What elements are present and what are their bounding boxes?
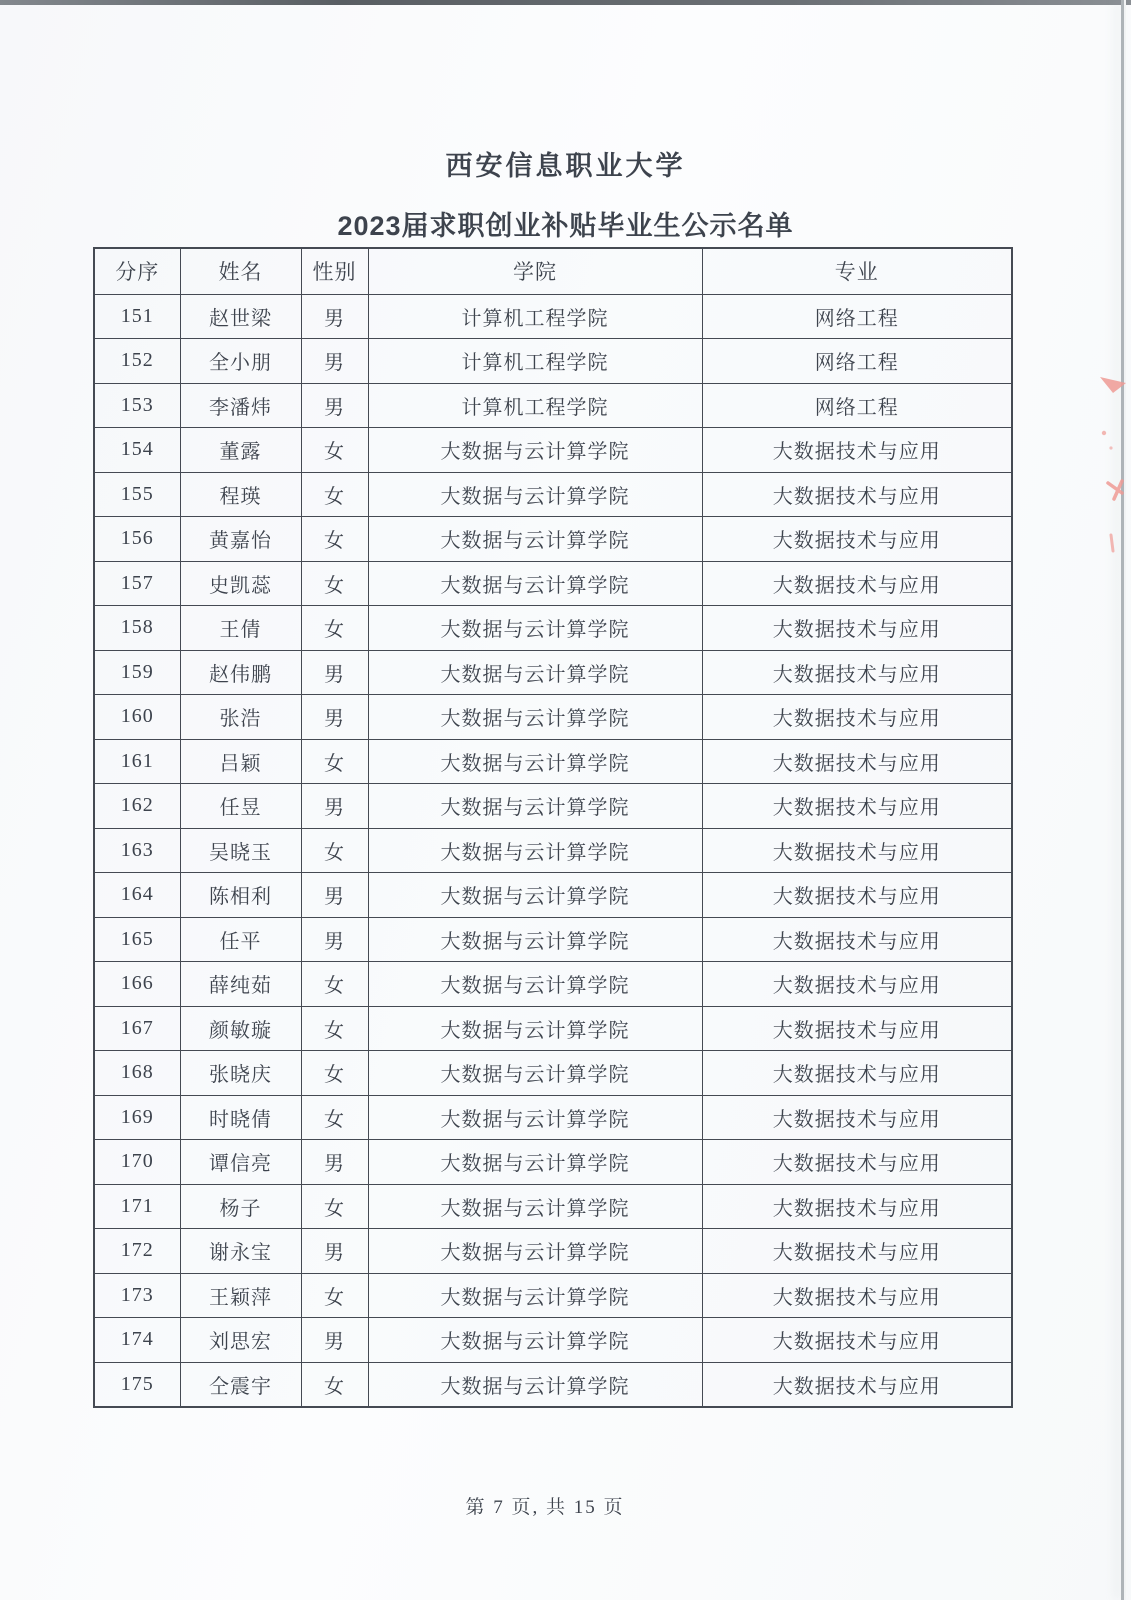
cell-college: 大数据与云计算学院 [368,1006,702,1051]
cell-gender: 女 [301,962,368,1007]
cell-name: 谢永宝 [180,1229,301,1274]
cell-gender: 女 [301,428,368,473]
cell-major: 大数据技术与应用 [702,739,1012,784]
table-row [94,739,1012,784]
cell-college: 大数据与云计算学院 [368,1273,702,1318]
cell-major: 大数据技术与应用 [702,1229,1012,1274]
cell-index: 174 [94,1318,180,1363]
table-row [94,917,1012,962]
cell-gender: 男 [301,695,368,740]
cell-college: 大数据与云计算学院 [368,873,702,918]
table-row [94,962,1012,1007]
cell-major: 网络工程 [702,294,1012,339]
cell-index: 173 [94,1273,180,1318]
cell-college: 大数据与云计算学院 [368,1229,702,1274]
cell-name: 任昱 [180,784,301,829]
cell-name: 谭信亮 [180,1140,301,1185]
cell-college: 大数据与云计算学院 [368,1051,702,1096]
cell-college: 计算机工程学院 [368,294,702,339]
cell-gender: 女 [301,1051,368,1096]
cell-gender: 男 [301,339,368,384]
cell-major: 大数据技术与应用 [702,873,1012,918]
cell-major: 大数据技术与应用 [702,1362,1012,1407]
cell-name: 王倩 [180,606,301,651]
cell-gender: 女 [301,606,368,651]
cell-college: 大数据与云计算学院 [368,1184,702,1229]
scan-top-edge [0,0,1131,5]
cell-college: 大数据与云计算学院 [368,784,702,829]
cell-major: 网络工程 [702,383,1012,428]
cell-name: 吕颖 [180,739,301,784]
cell-gender: 女 [301,1184,368,1229]
cell-index: 160 [94,695,180,740]
cell-index: 169 [94,1095,180,1140]
table-row [94,695,1012,740]
cell-gender: 男 [301,917,368,962]
table-row [94,828,1012,873]
cell-index: 151 [94,294,180,339]
cell-gender: 女 [301,472,368,517]
cell-college: 大数据与云计算学院 [368,1095,702,1140]
roster-table [93,247,1013,1408]
cell-major: 大数据技术与应用 [702,1140,1012,1185]
table-row [94,1006,1012,1051]
doc-title: 西安信息职业大学 [445,151,686,181]
cell-gender: 男 [301,1140,368,1185]
cell-index: 155 [94,472,180,517]
cell-name: 程瑛 [180,472,301,517]
cell-name: 全小朋 [180,339,301,384]
cell-name: 赵世梁 [180,294,301,339]
cell-gender: 女 [301,739,368,784]
header-cell-major: 专业 [702,248,1012,294]
cell-major: 大数据技术与应用 [702,1006,1012,1051]
table-row [94,294,1012,339]
cell-index: 165 [94,917,180,962]
cell-index: 168 [94,1051,180,1096]
cell-name: 刘思宏 [180,1318,301,1363]
cell-name: 黄嘉怡 [180,517,301,562]
cell-major: 大数据技术与应用 [702,606,1012,651]
cell-major: 大数据技术与应用 [702,828,1012,873]
table-row [94,472,1012,517]
cell-major: 大数据技术与应用 [702,1318,1012,1363]
cell-major: 网络工程 [702,339,1012,384]
cell-college: 大数据与云计算学院 [368,1362,702,1407]
cell-index: 158 [94,606,180,651]
cell-major: 大数据技术与应用 [702,561,1012,606]
cell-gender: 女 [301,1362,368,1407]
cell-name: 陈相利 [180,873,301,918]
cell-college: 大数据与云计算学院 [368,517,702,562]
cell-college: 大数据与云计算学院 [368,1140,702,1185]
cell-index: 172 [94,1229,180,1274]
table-row [94,517,1012,562]
table-row [94,383,1012,428]
header-cell-college: 学院 [368,248,702,294]
cell-college: 大数据与云计算学院 [368,739,702,784]
table-row [94,1140,1012,1185]
cell-index: 164 [94,873,180,918]
table-row [94,784,1012,829]
table-row [94,1095,1012,1140]
cell-college: 大数据与云计算学院 [368,1318,702,1363]
table-row [94,1051,1012,1096]
cell-gender: 女 [301,517,368,562]
cell-name: 张晓庆 [180,1051,301,1096]
cell-major: 大数据技术与应用 [702,1273,1012,1318]
cell-college: 大数据与云计算学院 [368,650,702,695]
cell-gender: 男 [301,294,368,339]
cell-college: 计算机工程学院 [368,383,702,428]
cell-name: 仝震宇 [180,1362,301,1407]
cell-gender: 男 [301,1318,368,1363]
cell-major: 大数据技术与应用 [702,650,1012,695]
cell-name: 王颖萍 [180,1273,301,1318]
table-row [94,1229,1012,1274]
cell-name: 董露 [180,428,301,473]
table-row [94,1184,1012,1229]
cell-college: 大数据与云计算学院 [368,606,702,651]
cell-index: 163 [94,828,180,873]
cell-name: 李潘炜 [180,383,301,428]
cell-college: 大数据与云计算学院 [368,962,702,1007]
cell-gender: 女 [301,1273,368,1318]
cell-gender: 女 [301,561,368,606]
header-cell-name: 姓名 [180,248,301,294]
cell-name: 张浩 [180,695,301,740]
table-row [94,1273,1012,1318]
cell-gender: 女 [301,1095,368,1140]
cell-major: 大数据技术与应用 [702,517,1012,562]
cell-college: 大数据与云计算学院 [368,828,702,873]
table-row [94,650,1012,695]
cell-college: 大数据与云计算学院 [368,917,702,962]
doc-subtitle: 2023届求职创业补贴毕业生公示名单 [337,211,794,241]
cell-major: 大数据技术与应用 [702,472,1012,517]
cell-major: 大数据技术与应用 [702,1051,1012,1096]
cell-college: 计算机工程学院 [368,339,702,384]
table-body [94,294,1012,1407]
cell-index: 157 [94,561,180,606]
cell-index: 154 [94,428,180,473]
header-cell-gender: 性别 [301,248,368,294]
cell-name: 薛纯茹 [180,962,301,1007]
page-footer: 第 7 页, 共 15 页 [465,1497,625,1518]
cell-gender: 男 [301,1229,368,1274]
cell-name: 杨子 [180,1184,301,1229]
cell-index: 162 [94,784,180,829]
cell-index: 170 [94,1140,180,1185]
header-cell-index: 分序 [94,248,180,294]
table-row [94,561,1012,606]
cell-gender: 女 [301,828,368,873]
cell-name: 史凯蕊 [180,561,301,606]
cell-major: 大数据技术与应用 [702,1184,1012,1229]
cell-college: 大数据与云计算学院 [368,428,702,473]
cell-gender: 男 [301,650,368,695]
table-row [94,873,1012,918]
cell-gender: 男 [301,873,368,918]
cell-major: 大数据技术与应用 [702,962,1012,1007]
cell-college: 大数据与云计算学院 [368,561,702,606]
cell-name: 任平 [180,917,301,962]
cell-name: 时晓倩 [180,1095,301,1140]
table-header-row [94,248,1012,294]
cell-major: 大数据技术与应用 [702,917,1012,962]
table-row [94,1318,1012,1363]
cell-name: 赵伟鹏 [180,650,301,695]
cell-index: 152 [94,339,180,384]
red-ink-artifact [1080,355,1131,555]
table-row [94,1362,1012,1407]
cell-index: 156 [94,517,180,562]
cell-gender: 男 [301,784,368,829]
cell-index: 166 [94,962,180,1007]
cell-index: 167 [94,1006,180,1051]
cell-name: 吴晓玉 [180,828,301,873]
table-row [94,606,1012,651]
cell-index: 171 [94,1184,180,1229]
table-row [94,428,1012,473]
cell-major: 大数据技术与应用 [702,428,1012,473]
cell-major: 大数据技术与应用 [702,1095,1012,1140]
cell-index: 161 [94,739,180,784]
cell-gender: 男 [301,383,368,428]
cell-major: 大数据技术与应用 [702,784,1012,829]
cell-major: 大数据技术与应用 [702,695,1012,740]
cell-index: 175 [94,1362,180,1407]
cell-college: 大数据与云计算学院 [368,695,702,740]
table-row [94,339,1012,384]
cell-index: 159 [94,650,180,695]
cell-index: 153 [94,383,180,428]
cell-college: 大数据与云计算学院 [368,472,702,517]
cell-gender: 女 [301,1006,368,1051]
cell-name: 颜敏璇 [180,1006,301,1051]
